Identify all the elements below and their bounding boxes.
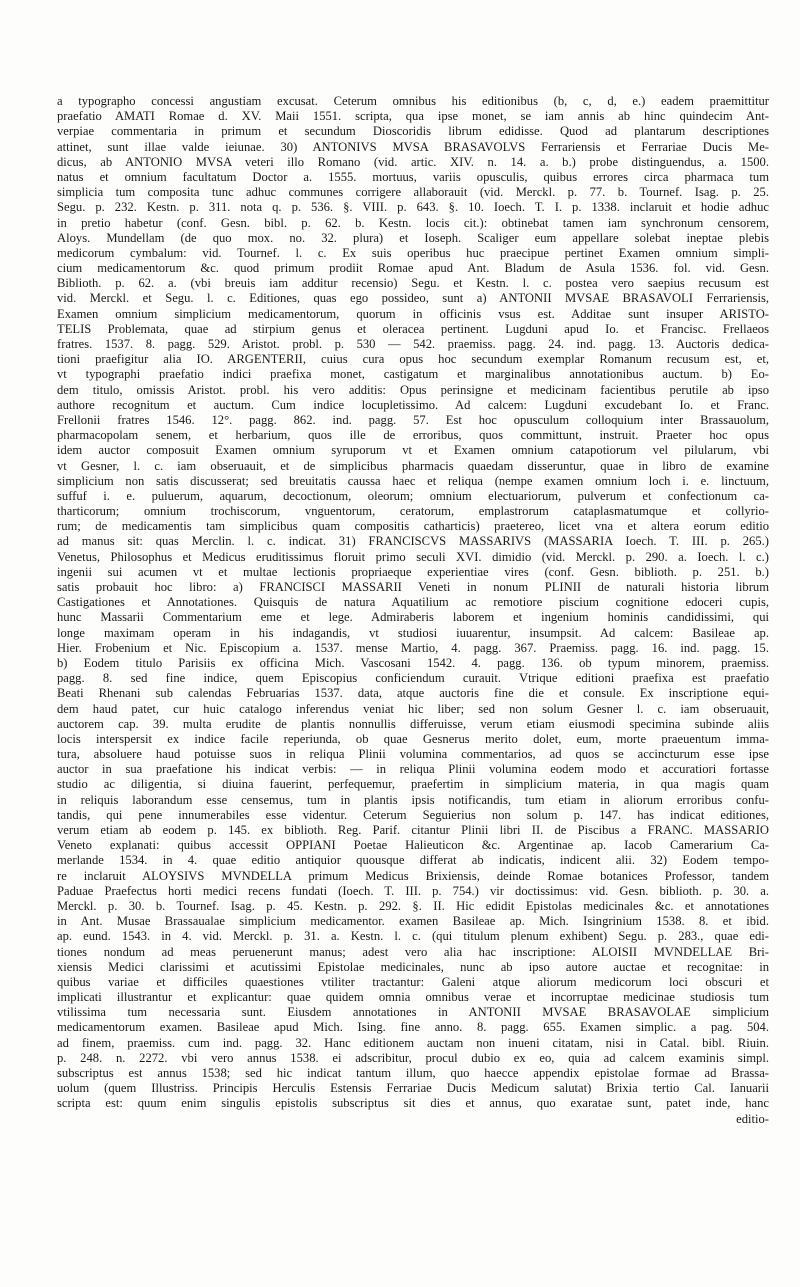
text-line: dicus, ab ANTONIO MVSA veteri illo Romano (vid. artic. XIV. n. 14. a. b.) probe distinguendus, a. 1500. (57, 154, 769, 169)
text-line: tura, absoluere haud potuisse suos in reliqua Plinii volumina commentarios, ad quos se accincturum esse ipse (57, 747, 769, 762)
text-line: Merckl. p. 30. b. Tournef. Isag. p. 45. Kestn. p. 292. §. II. Hic edidit Epistolas medicinales &c. et annotationes (57, 898, 769, 913)
text-line: Hier. Frobenium et Nic. Episcopium a. 1537. mense Martio, 4. pagg. 367. Praemiss. pagg. 16. ind. pagg. 15. (57, 640, 769, 655)
text-line: verum etiam ab eodem p. 145. ex biblioth. Reg. Parif. citantur Plinii libri II. de Piscibus a FRANC. MASSARIO (57, 823, 769, 837)
text-line: uolum (quem Illustriss. Principis Herculis Estensis Ferrariae Ducis Medicum salutat) Brixia tertio Cal. Ianuarii (57, 1081, 769, 1096)
text-line: ad finem, praemiss. cum ind. pagg. 32. Hanc editionem auctam non inueni citatam, nisi in Catal. bibl. Riuin. (57, 1035, 769, 1050)
text-line: auctor in sua praefatione his indicat verbis: — in reliqua Plinii volumina eodem modo et accuratiori fortasse (57, 762, 769, 777)
text-line: p. 248. n. 2272. vbi vero annus 1538. ei adscribitur, procul dubio ex eo, quia ad calcem examinis simpl. (57, 1050, 769, 1065)
text-line: cium medicamentorum &c. quod primum prodiit Romae apud Ant. Bladum de Asula 1536. fol. vid. Gesn. (57, 261, 769, 276)
text-line: merlande 1534. in 4. quae editio antiquior quousque differat ab indicatis, indicent alii. 32) Eodem tempo- (57, 853, 769, 868)
text-line: idem auctor composuit Examen omnium syruporum vt et Examen omnium catapotiorum vel pilularum, vbi (57, 443, 769, 458)
text-line: tioni praefigitur alia IO. ARGENTERII, cuius cura opus hoc secundum exemplar Romanum recusum est, et, (57, 352, 769, 367)
text-line: hunc Massarii Commentarium eme et lege. Admiraberis laborem et ingenium hominis candidissimi, qui (57, 610, 769, 625)
text-line: simplicia tum composita tunc adhuc communes corrigere allaborauit (vid. Merckl. p. 77. b. Tournef. Isag. p. 25. (57, 185, 769, 200)
text-line: quibus variae et difficiles quaestiones vtiliter tractantur: Galeni atque aliorum medicorum loci obscuri et (57, 974, 769, 989)
text-line: praefatio AMATI Romae d. XV. Maii 1551. scripta, qua ipse monet, se iam annis ab hinc quindecim Ant- (57, 109, 769, 124)
text-line: auctorem cap. 39. multa erudite de plantis nonnullis differuisse, verum etiam eiusmodi specimina subinde aliis (57, 716, 769, 731)
text-line: subscriptus est annus 1538; sed hic indicat tantum illum, quo haecce appendix epistolae formae ad Brassa- (57, 1066, 769, 1080)
document-body (57, 94, 769, 1127)
text-line: Segu. p. 232. Kestn. p. 311. nota q. p. 536. §. VIII. p. 643. §. 10. Ioech. T. I. p. 1338. inclaruit et hodie adhuc (57, 200, 769, 215)
text-line: verpiae commentaria in primum et secundum Dioscoridis librum edidisse. Quod ad plantarum descriptiones (57, 124, 769, 139)
text-line: authore recognitum et auctum. Cum indice locupletissimo. Ad calcem: Lugduni excudebant Io. et Franc. (57, 397, 769, 412)
text-line: natus et omnium facultatum Doctor a. 1555. mortuus, variis opusculis, quibus errores circa pharmaca tum (57, 169, 769, 184)
text-line: tandis, qui pene innumerabiles esse videntur. Ceterum Seguierius non solum p. 147. has indicat editiones, (57, 807, 769, 822)
text-line: vtilissima tum necessaria sunt. Eiusdem annotationes in ANTONII MVSAE BRASAVOLAE simplicium (57, 1005, 769, 1020)
text-line: suffuf i. e. puluerum, aquarum, decoctionum, oleorum; omnium electuariorum, pulverum et confectionum ca- (57, 488, 769, 503)
text-line: longe maximam operam in his indagandis, vt studiosi iuuarentur, insumpsit. Ad calcem: Basileae ap. (57, 625, 769, 640)
text-line: b) Eodem titulo Parisiis ex officina Mich. Vascosani 1542. 4. pagg. 136. ob typum minorem, praemiss. (57, 655, 769, 670)
text-line: medicamentorum examen. Basileae apud Mich. Ising. fine anno. 8. pagg. 655. Examen simplic. a pag. 504. (57, 1020, 769, 1035)
text-line: Paduae Praefectus horti medici recens fundati (Ioech. T. III. p. 754.) vir doctissimus: vid. Gesn. biblioth. p. 30. a. (57, 883, 769, 898)
text-line: implicati illustrantur et explicantur: quae quidem omnia omnibus verae et incorruptae medicinae studiosis tum (57, 990, 769, 1005)
text-line: TELIS Problemata, quae ad stirpium genus et oleracea pertinent. Lugduni apud Io. et Francisc. Frellaeos (57, 321, 769, 336)
text-line: tiones nondum ad meas peruenerunt manus; adest vero alia hac inscriptione: ALOISII MVNDELLAE Bri- (57, 944, 769, 959)
text-line: vt typographi praefatio indici praefixa monet, castigatum et marginalibus annotationibus auctum. b) Eo- (57, 367, 769, 382)
text-line: editio- (736, 1111, 769, 1126)
text-line: in reliquis laborandum esse censemus, tum in plantis ipsis notificandis, tum etiam in aliorum erroribus confu- (57, 792, 769, 807)
text-line: dem titulo, omissis Aristot. probl. his vero additis: Opus perinsigne et medicinam facientibus perutile ab ipso (57, 382, 769, 397)
text-line: Veneto explanati: quibus accessit OPPIANI Poetae Halieuticon &c. Argentinae ap. Iacob Camerarium Ca- (57, 838, 769, 853)
text-line: Castigationes et Annotationes. Quisquis de natura Aquatilium ac remotiore piscium cognitione edoceri cupis, (57, 595, 769, 610)
text-line: dem haud patet, cur huic catalogo inferendus veniat hic liber; sed non solum Gesner l. c. iam obseruauit, (57, 701, 769, 716)
text-line: vid. Merckl. et Segu. l. c. Editiones, quas ego possideo, sunt a) ANTONII MVSAE BRASAVOLI Ferrariensis, (57, 291, 769, 306)
text-line: a typographo concessi angustiam excusat. Ceterum omnibus his editionibus (b, c, d, e.) eadem praemittitur (57, 94, 769, 108)
text-line: satis probauit hoc libro: a) FRANCISCI MASSARII Veneti in nonum PLINII de naturali historia librum (57, 580, 769, 594)
text-line: Beati Rhenani sub calendas Februarias 1537. data, atque auctoris fine die et consule. Ex inscriptione equi- (57, 686, 769, 701)
text-line: Venetus, Philosophus et Medicus eruditissimus floruit primo seculi XVI. dimidio (vid. Merckl. p. 290. a. Ioech. l. c.) (57, 549, 769, 564)
text-line: re inclaruit ALOYSIVS MVNDELLA primum Medicus Brixiensis, deinde Romae botanices Professor, tandem (57, 868, 769, 883)
text-line: vt Gesner, l. c. iam obseruauit, et de simplicibus pharmacis quaedam disseruntur, quae in libro de examine (57, 458, 769, 473)
text-line: Aloys. Mundellam (de quo mox. no. 32. plura) et Ioseph. Scaliger eum appellare solebat ineptae plebis (57, 230, 769, 245)
text-line: studio ac diligentia, si diuina fauerint, perfequemur, praefertim in simplicium materia, in qua magis quam (57, 777, 769, 792)
text-line: medicorum cymbalum: vid. Tournef. l. c. Ex suis operibus huc praecipue pertinet Examen omnium simpli- (57, 245, 769, 260)
text-line: ingenii sui acumen vt et multae lectionis propriaeque experientiae vires (conf. Gesn. biblioth. p. 251. b.) (57, 564, 769, 579)
text-line: simplicium non satis discusserat; sed breuitatis caussa haec et reliqua (nempe examen omnium loch i. e. linctuum, (57, 473, 769, 488)
text-line: Examen omnium simplicium medicamentorum, quorum in officinis vsus est. Additae sunt insuper ARISTO- (57, 306, 769, 321)
text-line: Frellonii fratres 1546. 12°. pagg. 862. ind. pagg. 57. Est hoc opusculum colloquium inter Brassauolum, (57, 412, 769, 427)
text-line: Biblioth. p. 62. a. (vbi breuis iam additur recensio) Segu. et Kestn. l. c. postea vero saepius recusum est (57, 276, 769, 291)
text-line: scripta est: quum enim singulis epistolis subscriptus sit dies et annus, quo exaratae sunt, patet inde, hanc (57, 1096, 769, 1111)
text-line: ap. eund. 1543. in 4. vid. Merckl. p. 31. a. Kestn. l. c. (qui titulum plenum exhibent) Segu. p. 283., quae edi- (57, 929, 769, 944)
text-line: locis interspersit ex indice facile reperiunda, ob quae Gesnerus merito dolet, eum, morte praeuentum imma- (57, 731, 769, 746)
text-line: pharmacopolam senem, et herbarium, quos ille de erroribus, quos committunt, instruit. Praeter hoc opus (57, 428, 769, 443)
text-line: rum; de medicamentis tam simplicibus quam compositis catharticis) praetereo, licet vna et altera eorum editio (57, 519, 769, 534)
text-line: xiensis Medici clarissimi et acutissimi Epistolae medicinales, nunc ab ipso autore auctae et recognitae: in (57, 959, 769, 974)
text-line: in pretio habetur (conf. Gesn. bibl. p. 62. b. Kestn. locis cit.): obtinebat tamen iam synchronum censorem, (57, 215, 769, 230)
text-line: fratres. 1537. 8. pagg. 529. Aristot. probl. p. 530 — 542. praemiss. pagg. 24. ind. pagg. 13. Auctoris dedica- (57, 337, 769, 351)
text-line: pagg. 8. sed fine indice, quem Episcopius conficiendum curauit. Vtrique editioni praefixa est praefatio (57, 671, 769, 686)
text-line: attinet, sunt illae valde ieiunae. 30) ANTONIVS MVSA BRASAVOLVS Ferrariensis et Ferrariae Ducis Me- (57, 139, 769, 154)
text-line: in Ant. Musae Brassaualae simplicium medicamentor. examen Basileae ap. Mich. Isingrinium 1538. 8. et ibid. (57, 914, 769, 929)
text-line: ad manus sit: quas Merclin. l. c. indicat. 31) FRANCISCVS MASSARIVS (MASSARIA Ioech. T. III. p. 265.) (57, 534, 769, 549)
text-line: tharticorum; omnium trochiscorum, vnguentorum, ceratorum, emplastrorum cataplasmatumque et collyrio- (57, 504, 769, 519)
